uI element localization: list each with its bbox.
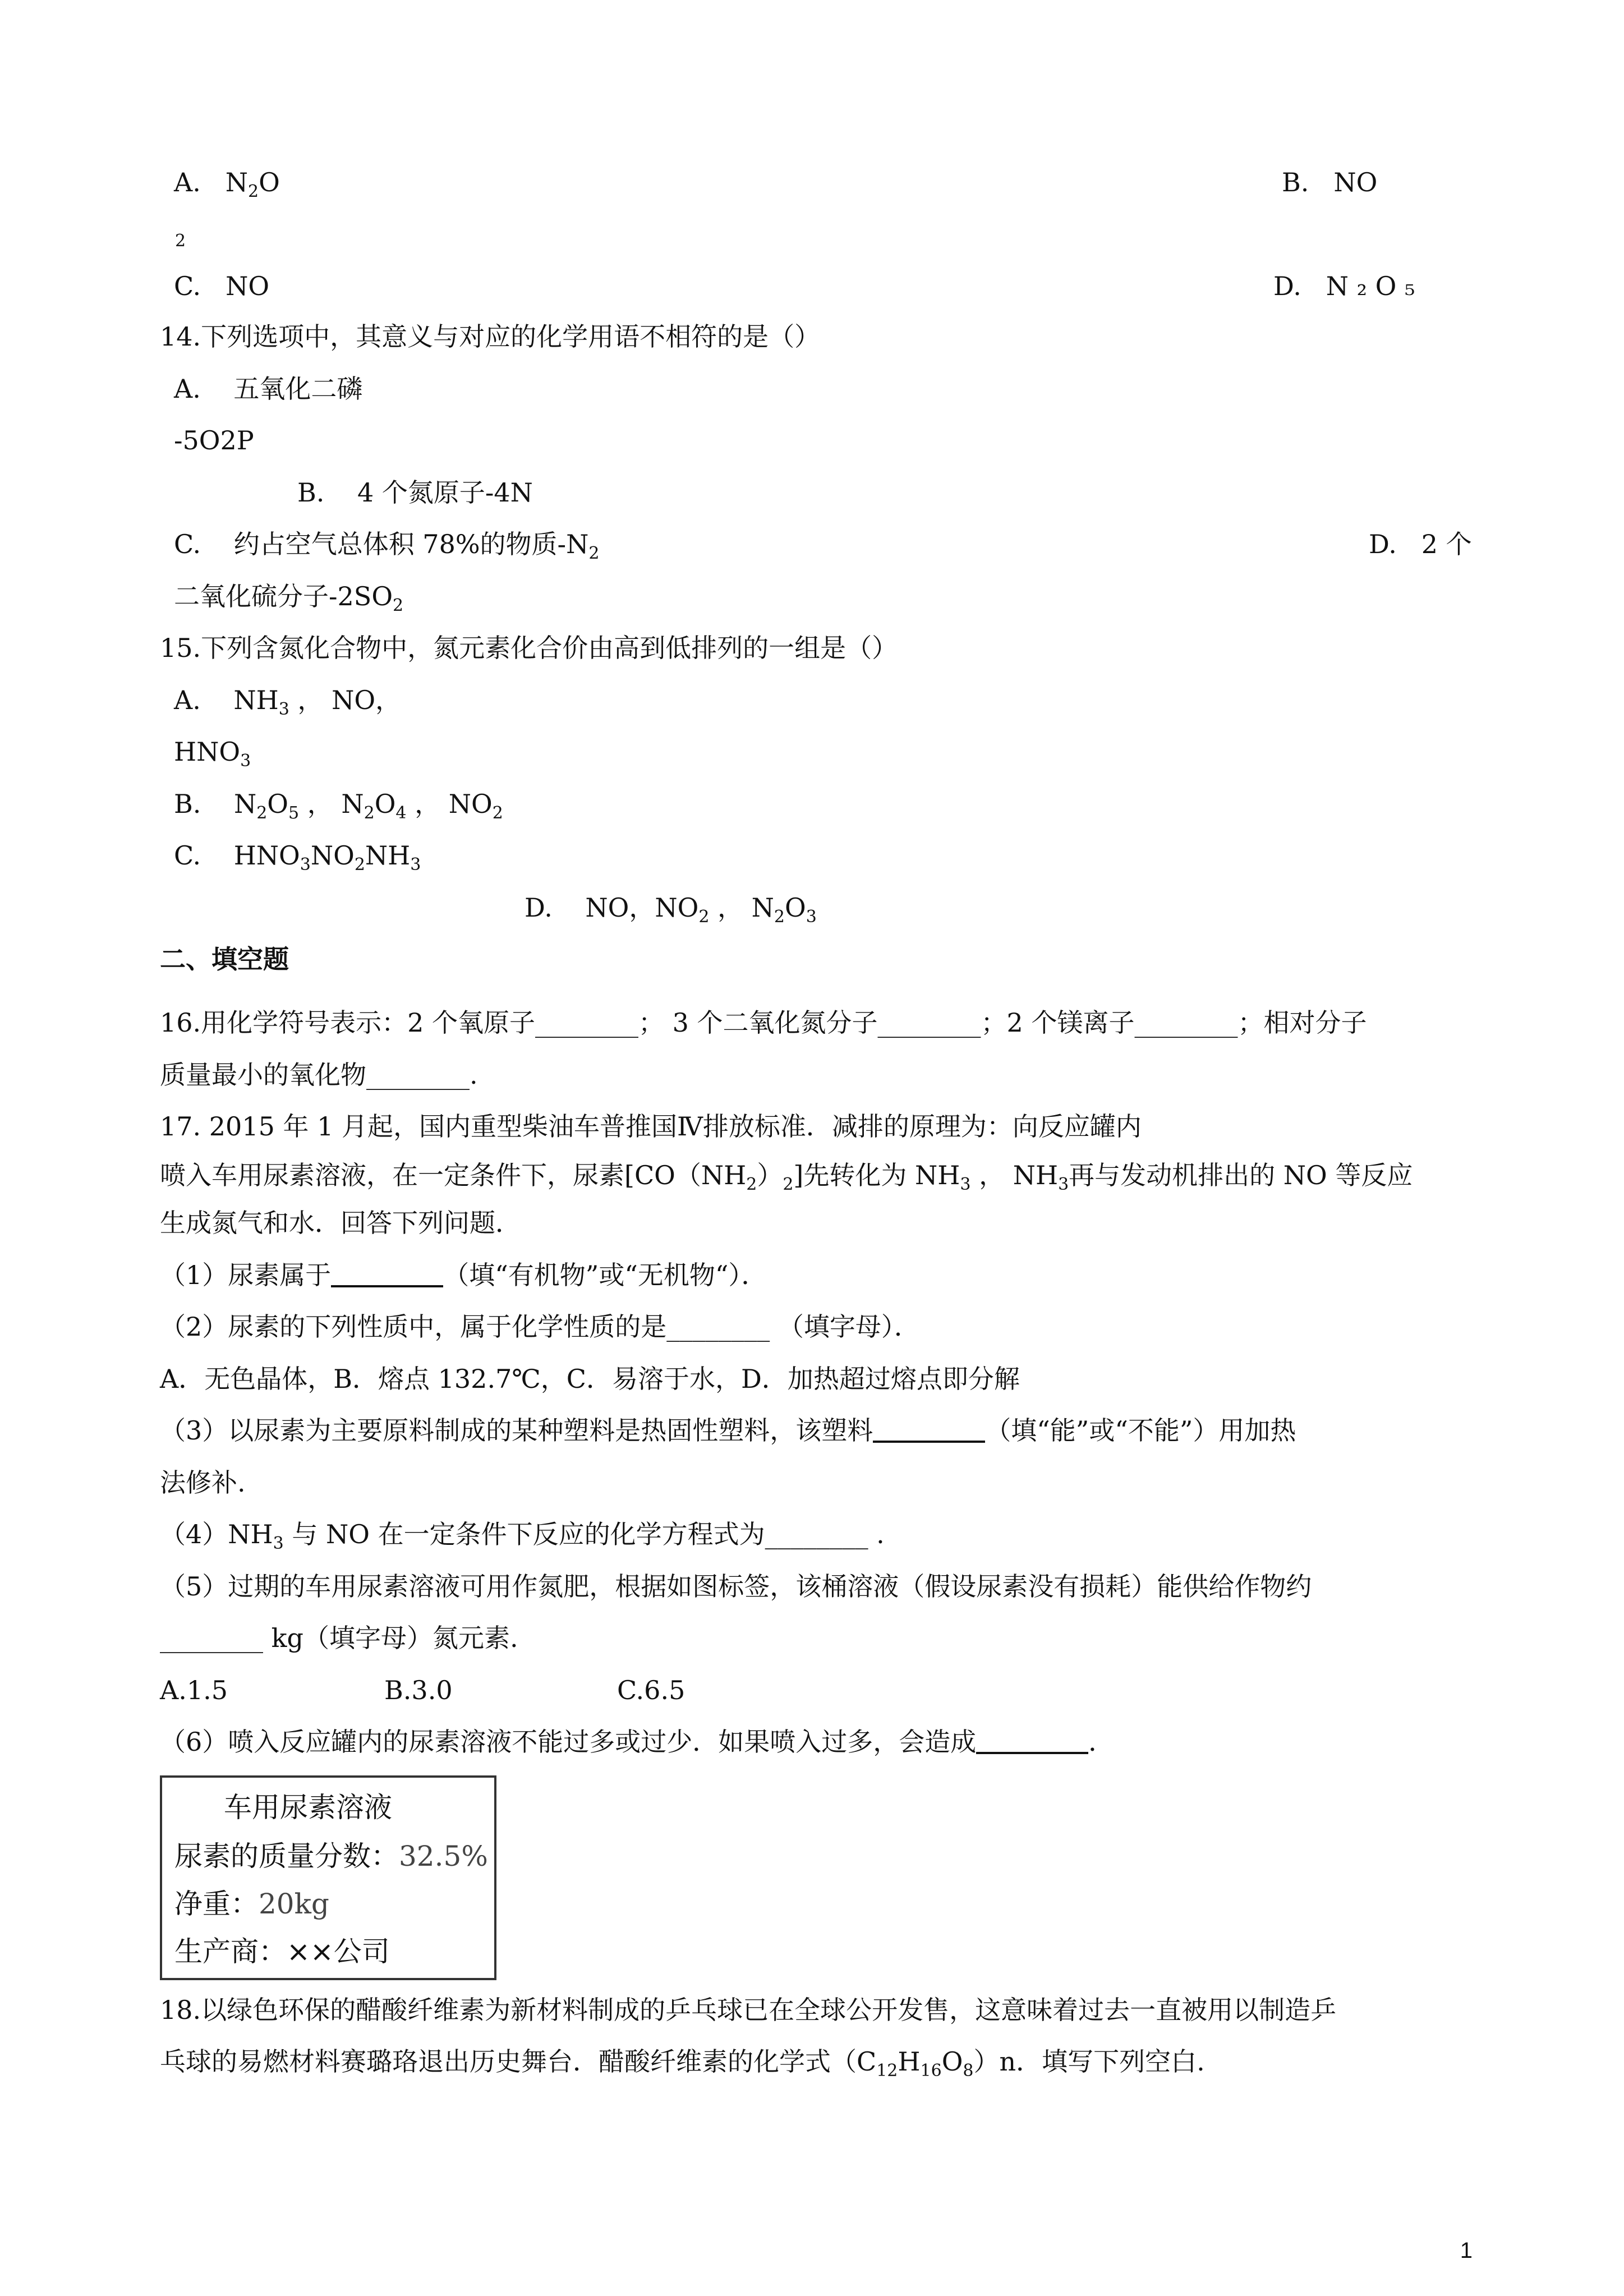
q17-part5-option-b: B.3.0	[384, 1675, 453, 1705]
q15-option-c: C. $HNO_3NO_2NH_3$	[174, 840, 421, 875]
section-heading-fill-in: 二、填空题	[160, 944, 289, 974]
q15-option-d: D. NO，$NO_2$ ， $N_2O_3$	[525, 892, 817, 927]
q15-option-b: B. $N_2O_5$ ， $N_2O_4$ ， $NO_2$	[174, 789, 503, 823]
q14-option-d: D. 2 个	[1369, 529, 1472, 559]
q13-option-b-subscript-wrap: 2	[175, 231, 186, 251]
q13-option-d: D. N ₂ O ₅	[1273, 271, 1415, 301]
q15-option-a-wrap: $HNO_3$	[174, 737, 251, 771]
q14-option-c: C. 约占空气总体积 78%的物质$-N_2$	[174, 529, 600, 563]
q17-part2-options: A．无色晶体，B．熔点 132.7℃，C．易溶于水，D．加热超过熔点即分解	[160, 1364, 1020, 1394]
q17-part3-wrap: 法修补.	[160, 1467, 246, 1498]
q16-line1: 16.用化学符号表示：2 个氧原子________； 3 个二氧化氮分子________；2 个镁离子________；相对分子	[160, 1007, 1367, 1038]
label-mass-fraction: 尿素的质量分数：32.5%	[174, 1840, 488, 1872]
q17-part5-option-a: A.1.5	[160, 1675, 228, 1705]
page-number: 1	[1460, 2238, 1473, 2263]
q14-option-a: A. 五氧化二磷	[174, 374, 363, 404]
label-title: 车用尿素溶液	[224, 1791, 392, 1824]
label-net-weight: 净重：20kg	[174, 1888, 329, 1920]
blank-line	[873, 1415, 985, 1443]
q17-part1: （1）尿素属于 （填“有机物”或“无机物“）．	[160, 1260, 767, 1290]
blank-line	[331, 1259, 443, 1287]
q17-part4: $(4)NH_3$ 与 NO 在一定条件下反应的化学方程式为________ .	[160, 1519, 885, 1553]
q17-line1: 17. 2015 年 1 月起，国内重型柴油车普推国Ⅳ排放标准．减排的原理为：向反应罐内	[160, 1111, 1142, 1142]
q13-option-a: A. $N_2O$	[174, 167, 280, 201]
q17-part2: （2）尿素的下列性质中，属于化学性质的是________ （填字母）．	[160, 1312, 920, 1342]
q16-line2: 质量最小的氧化物________.	[160, 1060, 478, 1090]
q18-line2: 乓球的易燃材料赛璐珞退出历史舞台．醋酸纤维素的化学式$(C_{12}H_{16}O_8)n$．填写下列空白.	[160, 2046, 1205, 2081]
label-manufacturer: 生产商：××公司	[174, 1935, 390, 1968]
q17-part6: （6）喷入反应罐内的尿素溶液不能过多或过少．如果喷入过多，会造成 ．	[160, 1727, 1115, 1757]
q13-option-c: C. NO	[174, 271, 270, 301]
q14-option-a-wrap: -5O2P	[174, 425, 254, 455]
q17-part5-blank: ________ kg（填字母）氮元素.	[160, 1623, 518, 1653]
q17-part3: （3）以尿素为主要原料制成的某种塑料是热固性塑料，该塑料 （填“能”或“不能”）用加热	[160, 1415, 1296, 1446]
q13-option-b: B. NO	[1282, 167, 1378, 197]
q17-part5: （5）过期的车用尿素溶液可用作氮肥，根据如图标签，该桶溶液（假设尿素没有损耗）能供给作物约	[160, 1571, 1312, 1602]
q14-option-b: B. 4 个氮原子-4N	[297, 477, 533, 508]
q17-line2: 喷入车用尿素溶液，在一定条件下，尿素$[CO(NH_2)_2]$先转化为 $NH_3$ ， $NH_3$再与发动机排出的 NO 等反应	[160, 1160, 1413, 1194]
q18-line1: 18.以绿色环保的醋酸纤维素为新材料制成的乒乓球已在全球公开发售，这意味着过去一直被用以制造乒	[160, 1995, 1337, 2025]
blank-line	[976, 1726, 1088, 1754]
q17-line3: 生成氮气和水．回答下列问题．	[160, 1208, 521, 1238]
q15-option-a: A. $NH_3$ ， NO，	[174, 685, 402, 719]
q14-option-d-wrap: 二氧化硫分子$-2SO_2$	[174, 581, 404, 615]
q17-part5-option-c: C.6.5	[617, 1675, 686, 1705]
q15-stem: 15.下列含氮化合物中，氮元素化合价由高到低排列的一组是（）	[160, 633, 898, 663]
q14-stem: 14.下列选项中，其意义与对应的化学用语不相符的是（）	[160, 321, 821, 352]
urea-product-label	[160, 1775, 496, 1980]
